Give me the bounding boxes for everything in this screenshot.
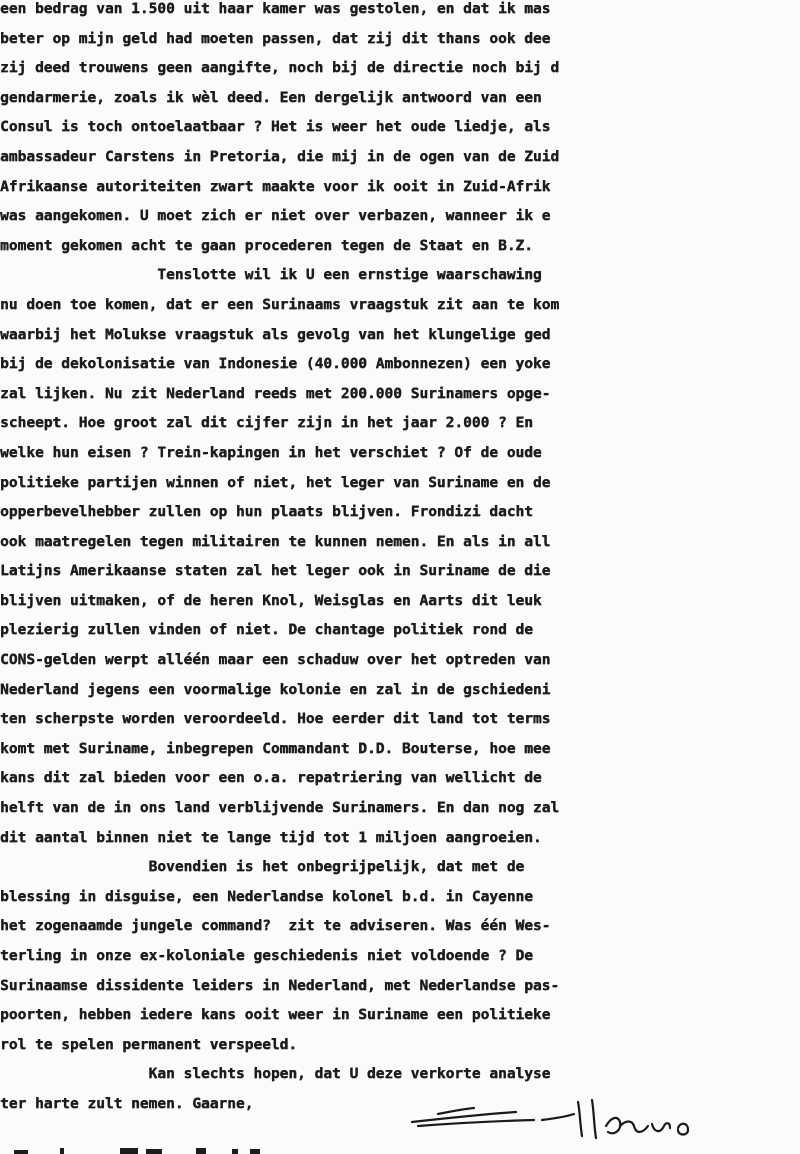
letter-line: nu doen toe komen, dat er een Surinaams vraagstuk zit aan te kom [0,295,560,313]
letter-line: poorten, hebben iedere kans ooit weer in Suriname een politieke [0,1006,551,1024]
letter-line: Bovendien is het onbegrijpelijk, dat met de [0,858,525,876]
letter-line: Consul is toch ontoelaatbaar ? Het is weer het oude liedje, als [0,118,551,136]
letter-line: zij deed trouwens geen aangifte, noch bij de directie noch bij d [0,59,560,77]
handwritten-signature [408,1092,720,1146]
letter-line: het zogenaamde jungele command? zit te adviseren. Was één Wes- [0,917,551,935]
letter-line: opperbevelhebber zullen op hun plaats blijven. Frondizi dacht [0,503,533,521]
letter-line: Surinaamse dissidente leiders in Nederland, met Nederlandse pas- [0,976,560,994]
letter-line: ambassadeur Carstens in Pretoria, die mij in de ogen van de Zuid [0,147,560,165]
letter-line: blijven uitmaken, of de heren Knol, Weisglas en Aarts dit leuk [0,591,542,609]
letter-line: zal lijken. Nu zit Nederland reeds met 200.000 Surinamers opge- [0,384,551,402]
letter-line: ter harte zult nemen. Gaarne, [0,1094,254,1112]
letter-line: ook maatregelen tegen militairen te kunnen nemen. En als in all [0,532,551,550]
letter-line: Nederland jegens een voormalige kolonie en zal in de gschiedeni [0,680,551,698]
letter-line: waarbij het Molukse vraagstuk als gevolg van het klungelige ged [0,325,551,343]
letter-line: moment gekomen acht te gaan procederen tegen de Staat en B.Z. [0,236,533,254]
letter-line: komt met Suriname, inbegrepen Commandant D.D. Bouterse, hoe mee [0,739,551,757]
letter-line: Tenslotte wil ik U een ernstige waarschawing [0,266,542,284]
letter-line: scheept. Hoe groot zal dit cijfer zijn in het jaar 2.000 ? En [0,414,533,432]
letter-line: ten scherpste worden veroordeeld. Hoe eerder dit land tot terms [0,710,551,728]
letter-line: welke hun eisen ? Trein-kapingen in het verschiet ? Of de oude [0,443,542,461]
letter-line: was aangekomen. U moet zich er niet over verbazen, wanneer ik e [0,207,551,225]
letter-line: bij de dekolonisatie van Indonesie (40.000 Ambonnezen) een yoke [0,355,551,373]
letter-line: plezierig zullen vinden of niet. De chantage politiek rond de [0,621,533,639]
letter-line: een bedrag van 1.500 uit haar kamer was gestolen, en dat ik mas [0,0,551,17]
letter-line: Kan slechts hopen, dat U deze verkorte analyse [0,1065,551,1083]
letter-line: helft van de in ons land verblijvende Surinamers. En dan nog zal [0,799,560,817]
letter-line: rol te spelen permanent verspeeld. [0,1035,298,1053]
letter-line: beter op mijn geld had moeten passen, dat zij dit thans ook dee [0,29,551,47]
letter-line: Latijns Amerikaanse staten zal het leger ook in Suriname de die [0,562,551,580]
letter-line: CONS-gelden werpt alléén maar een schaduw over het optreden van [0,651,551,669]
letter-line: dit aantal binnen niet te lange tijd tot 1 miljoen aangroeien. [0,828,542,846]
cut-off-typed-line [0,1140,800,1154]
letter-line: Afrikaanse autoriteiten zwart maakte voor ik ooit in Zuid-Afrik [0,177,551,195]
letter-line: kans dit zal bieden voor een o.a. repatriering van wellicht de [0,769,542,787]
letter-line: blessing in disguise, een Nederlandse kolonel b.d. in Cayenne [0,887,533,905]
letter-line: gendarmerie, zoals ik wèl deed. Een dergelijk antwoord van een [0,88,542,106]
letter-line: politieke partijen winnen of niet, het leger van Suriname en de [0,473,551,491]
letter-line: terling in onze ex-koloniale geschiedenis niet voldoende ? De [0,947,533,964]
